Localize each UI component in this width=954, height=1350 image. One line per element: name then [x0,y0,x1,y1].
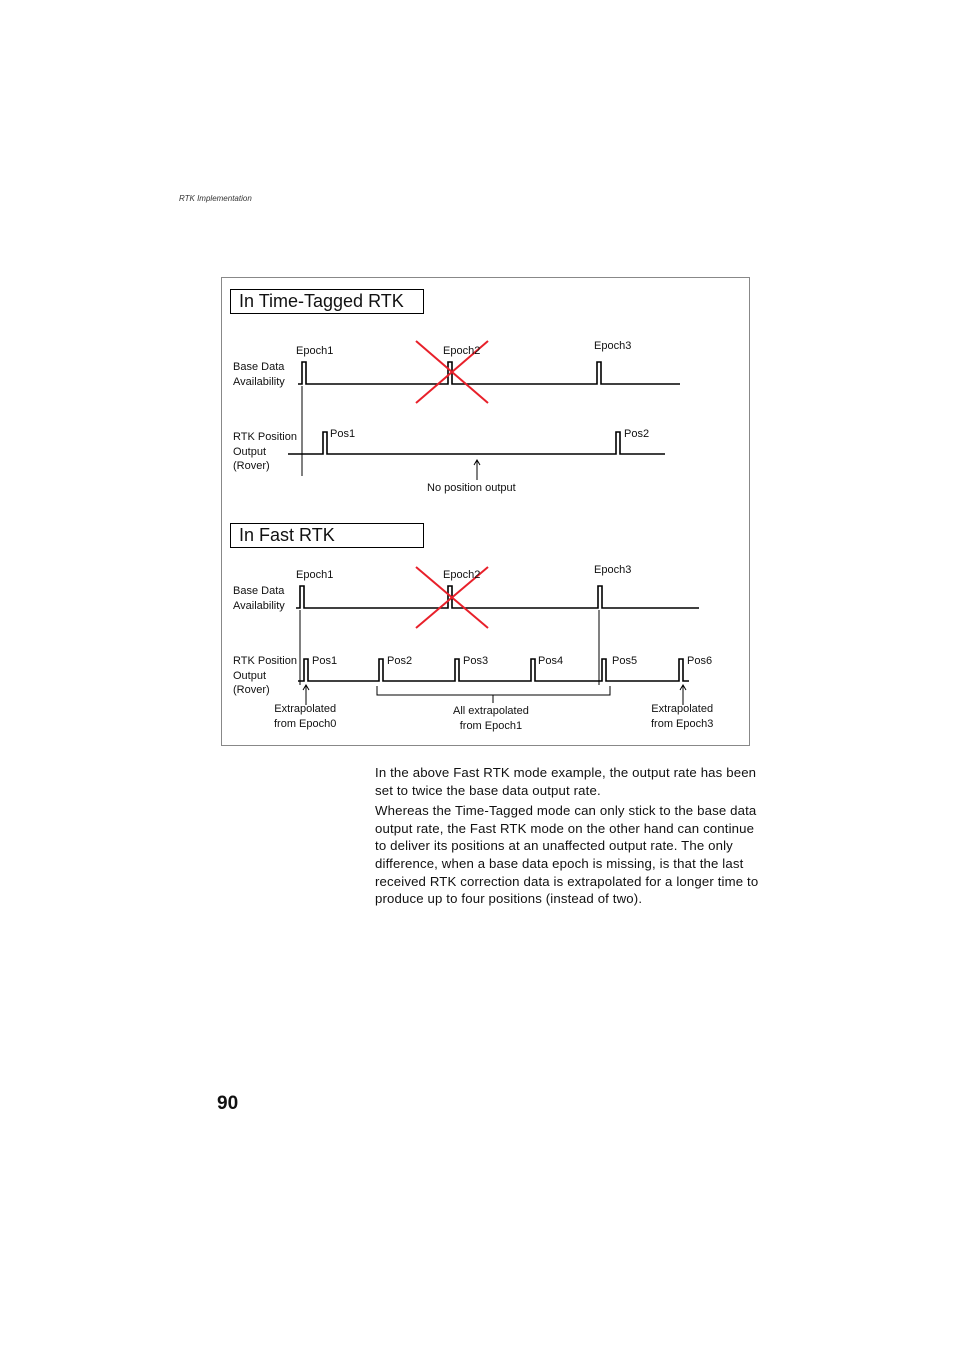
rtk-timing-figure [221,277,750,746]
fast-base-signal [296,586,699,608]
tt-epoch-2: Epoch2 [443,345,481,357]
tt-pos-1: Pos1 [330,428,356,440]
fast-pos-5: Pos5 [612,655,638,667]
paragraph-2: Whereas the Time-Tagged mode can only stick to the base data output rate, the Fast RTK mode on the other hand can continue to deliver its positions at an unaffected output rate. The only difference, when a base data epoch is missing, is that the last received RTK correction data is extrapolated for a longer time to produce up to four positions (instead of two). [375,803,759,907]
fast-pos-6: Pos6 [687,655,713,667]
fast-note-center: All extrapolated from Epoch1 [453,705,529,732]
running-head: RTK Implementation [179,194,252,203]
fast-pos-2: Pos2 [387,655,413,667]
fast-note-right: Extrapolated from Epoch3 [651,703,714,730]
tt-base-signal [298,362,680,384]
fast-epoch-2: Epoch2 [443,569,481,581]
tt-base-label: Base Data Availability [233,361,285,388]
fast-epoch-3: Epoch3 [594,564,632,576]
tt-no-output-note: No position output [427,482,516,494]
tt-pos-2: Pos2 [624,428,650,440]
page-number: 90 [217,1093,239,1114]
fast-pos-3: Pos3 [463,655,489,667]
fast-epoch-1: Epoch1 [296,569,334,581]
tt-epoch-1: Epoch1 [296,345,334,357]
fast-base-label: Base Data Availability [233,585,285,612]
paragraph-1: In the above Fast RTK mode example, the output rate has been set to twice the base data output rate. [375,765,757,798]
body-text [375,764,765,911]
tt-epoch-3: Epoch3 [594,340,632,352]
fast-rtk-label: RTK Position Output (Rover) [233,655,297,696]
fast-pos-4: Pos4 [538,655,564,667]
fast-rtk-title: In Fast RTK [230,523,424,548]
tt-rtk-label: RTK Position Output (Rover) [233,431,297,472]
fast-bracket [377,686,610,695]
fast-pos-1: Pos1 [312,655,338,667]
fast-note-left: Extrapolated from Epoch0 [274,703,337,730]
time-tagged-title: In Time-Tagged RTK [230,289,424,314]
